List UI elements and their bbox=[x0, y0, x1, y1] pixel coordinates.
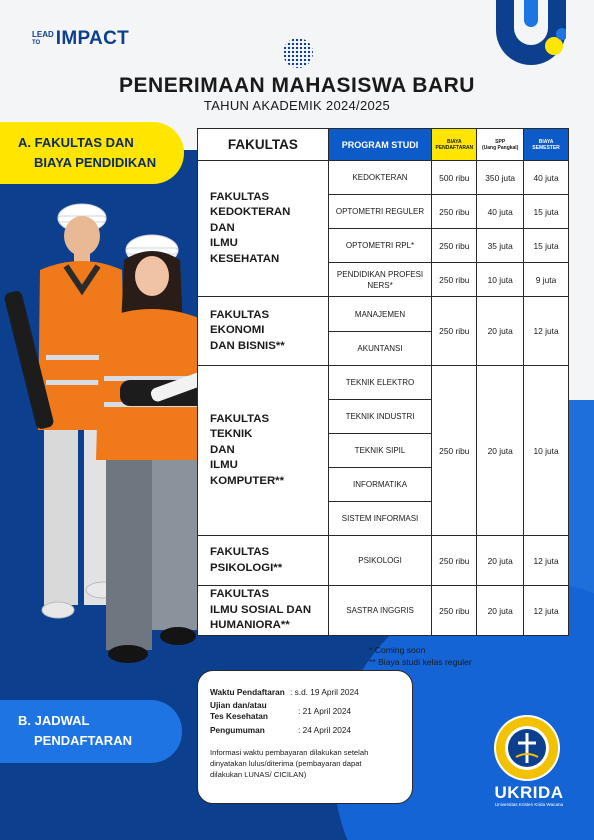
program-cell: KEDOKTERAN bbox=[328, 161, 432, 195]
program-cell: PENDIDIKAN PROFESI NERS* bbox=[328, 263, 432, 297]
schedule-box bbox=[197, 670, 413, 804]
fakultas-ekonomi: FAKULTAS EKONOMI DAN BISNIS** bbox=[198, 297, 329, 366]
program-cell: MANAJEMEN bbox=[328, 297, 432, 332]
biaya-semester-cell: 10 juta bbox=[524, 366, 569, 536]
fakultas-teknik: FAKULTAS TEKNIK DAN ILMU KOMPUTER** bbox=[198, 366, 329, 536]
fakultas-kedokteran: FAKULTAS KEDOKTERAN DAN ILMU KESEHATAN bbox=[198, 161, 329, 297]
program-cell: TEKNIK INDUSTRI bbox=[328, 400, 432, 434]
table-row bbox=[198, 366, 569, 400]
biaya-pendaftaran-cell: 250 ribu bbox=[432, 586, 477, 636]
biaya-semester-cell: 12 juta bbox=[524, 297, 569, 366]
ukrida-seal-icon bbox=[492, 713, 562, 783]
biaya-semester-cell: 15 juta bbox=[524, 195, 569, 229]
spp-cell: 35 juta bbox=[477, 229, 524, 263]
spp-cell: 20 juta bbox=[477, 536, 524, 586]
spp-cell: 20 juta bbox=[477, 586, 524, 636]
fakultas-psikologi: FAKULTAS PSIKOLOGI** bbox=[198, 536, 329, 586]
fee-table bbox=[197, 128, 569, 636]
program-cell: SISTEM INFORMASI bbox=[328, 502, 432, 536]
program-cell: PSIKOLOGI bbox=[328, 536, 432, 586]
program-cell: SASTRA INGGRIS bbox=[328, 586, 432, 636]
program-cell: OPTOMETRI RPL* bbox=[328, 229, 432, 263]
page-title: PENERIMAAN MAHASISWA BARU bbox=[119, 74, 475, 97]
spp-cell: 20 juta bbox=[477, 297, 524, 366]
header-spp: SPP (Uang Pangkal) bbox=[477, 129, 524, 161]
biaya-semester-cell: 12 juta bbox=[524, 586, 569, 636]
schedule-row-pengumuman: Pengumuman : 24 April 2024 bbox=[210, 725, 352, 735]
biaya-pendaftaran-cell: 250 ribu bbox=[432, 366, 477, 536]
biaya-pendaftaran-cell: 250 ribu bbox=[432, 195, 477, 229]
biaya-pendaftaran-cell: 500 ribu bbox=[432, 161, 477, 195]
program-cell: INFORMATIKA bbox=[328, 468, 432, 502]
program-cell: AKUNTANSI bbox=[328, 332, 432, 366]
program-cell: TEKNIK ELEKTRO bbox=[328, 366, 432, 400]
spp-cell: 40 juta bbox=[477, 195, 524, 229]
section-b-label: B. JADWAL PENDAFTARAN bbox=[0, 700, 182, 763]
biaya-semester-cell: 12 juta bbox=[524, 536, 569, 586]
brand-tagline: Universitas Kristen Krida Wacana bbox=[494, 802, 564, 807]
header-biaya-pendaftaran: BIAYA PENDAFTARAN bbox=[432, 129, 477, 161]
table-row bbox=[198, 297, 569, 332]
table-row bbox=[198, 161, 569, 195]
footnotes: * Coming soon ** Biaya studi kelas reguler bbox=[369, 645, 472, 667]
spp-cell: 10 juta bbox=[477, 263, 524, 297]
program-cell: TEKNIK SIPIL bbox=[328, 434, 432, 468]
lead-to-impact-logo bbox=[32, 28, 129, 50]
biaya-pendaftaran-cell: 250 ribu bbox=[432, 536, 477, 586]
spp-cell: 20 juta bbox=[477, 366, 524, 536]
logo-lead-text: LEAD bbox=[32, 30, 54, 39]
corner-decoration-icon bbox=[496, 0, 566, 65]
table-row bbox=[198, 586, 569, 636]
payment-info: Informasi waktu pembayaran dilakukan setelah dinyatakan lulus/diterima (pembayaran dapat dilakukan LUNAS/ CICILAN) bbox=[210, 748, 369, 779]
schedule-row-waktu: Waktu Pendaftaran : s.d. 19 April 2024 bbox=[210, 687, 359, 697]
biaya-pendaftaran-cell: 250 ribu bbox=[432, 229, 477, 263]
program-cell: OPTOMETRI REGULER bbox=[328, 195, 432, 229]
page-subtitle: TAHUN AKADEMIK 2024/2025 bbox=[203, 98, 391, 113]
header-fakultas: FAKULTAS bbox=[198, 129, 329, 161]
students-illustration bbox=[0, 180, 215, 680]
fakultas-ilmu-sosial: FAKULTAS ILMU SOSIAL DAN HUMANIORA** bbox=[198, 586, 329, 636]
biaya-pendaftaran-cell: 250 ribu bbox=[432, 297, 477, 366]
section-a-label: A. FAKULTAS DAN BIAYA PENDIDIKAN bbox=[0, 122, 184, 184]
brand-name: UKRIDA bbox=[494, 783, 564, 802]
table-row bbox=[198, 536, 569, 586]
dot-pattern-icon bbox=[283, 38, 313, 68]
header-program-studi: PROGRAM STUDI bbox=[328, 129, 432, 161]
spp-cell: 350 juta bbox=[477, 161, 524, 195]
biaya-semester-cell: 40 juta bbox=[524, 161, 569, 195]
schedule-row-ujian-label: Ujian dan/atau bbox=[210, 700, 267, 710]
schedule-row-ujian: Tes Kesehatan : 21 April 2024 bbox=[210, 706, 352, 721]
biaya-semester-cell: 15 juta bbox=[524, 229, 569, 263]
header-biaya-semester: BIAYA SEMESTER bbox=[524, 129, 569, 161]
logo-to-text: TO bbox=[32, 40, 41, 46]
biaya-pendaftaran-cell: 250 ribu bbox=[432, 263, 477, 297]
table-header-row bbox=[198, 129, 569, 161]
logo-impact-text: IMPACT bbox=[55, 28, 129, 49]
biaya-semester-cell: 9 juta bbox=[524, 263, 569, 297]
